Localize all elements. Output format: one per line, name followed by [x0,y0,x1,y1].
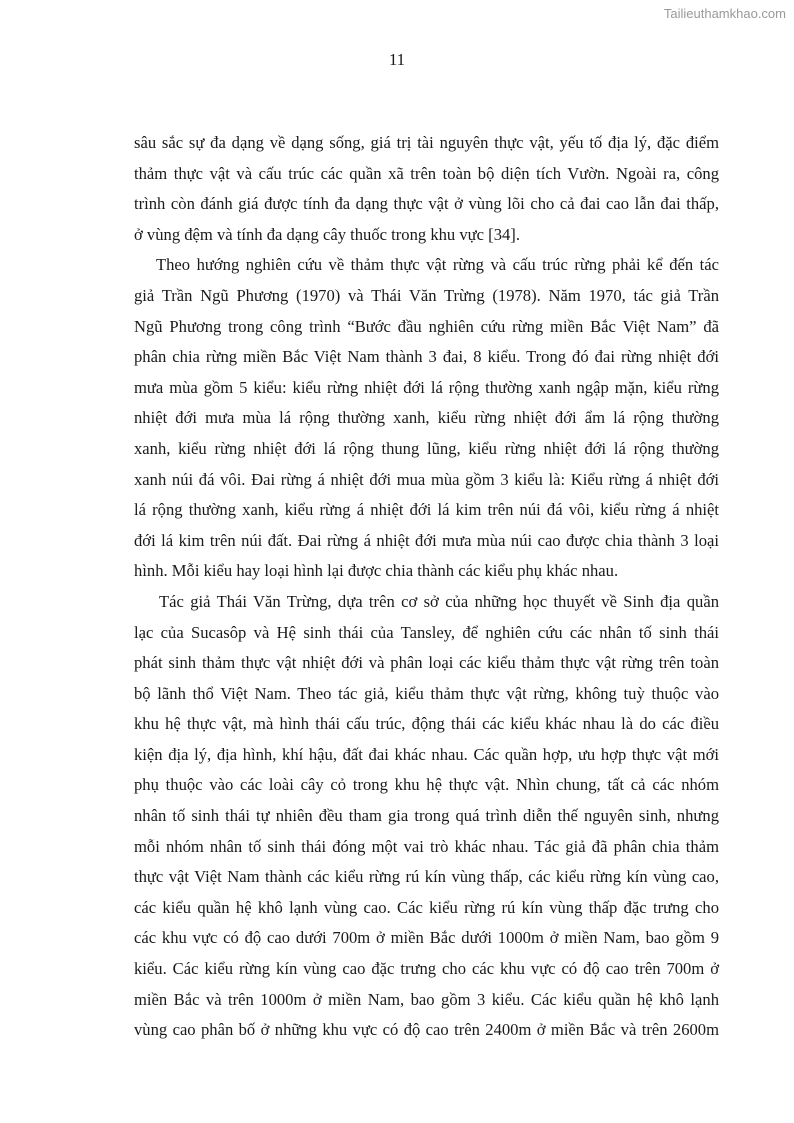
text-line: xanh núi đá vôi. Đai rừng á nhiệt đới mua mùa gồm 3 kiểu là: Kiểu rừng á nhiệt đới [134,469,719,489]
text-line: nhiệt đới mưa mùa lá rộng thường xanh, kiểu rừng nhiệt đới ẩm lá rộng thường [134,408,719,428]
text-line: khu hệ thực vật, mà hình thái cấu trúc, động thái các kiểu khác nhau là do các điều [134,714,719,734]
text-line: trình còn đánh giá được tính đa dạng thực vật ở vùng lõi cho cả đai cao lẫn đai thấp, [134,194,719,214]
text-line: thực vật Việt Nam thành các kiểu rừng rú kín vùng thấp, các kiểu rừng kín vùng cao, [134,867,719,887]
text-line: lá rộng thường xanh, kiểu rừng á nhiệt đới lá kim trên núi đá vôi, kiểu rừng á nhiệt [134,500,719,520]
text-line: Ngũ Phương trong công trình “Bước đầu nghiên cứu rừng miền Bắc Việt Nam” đã [134,316,719,336]
text-line: thảm thực vật và cấu trúc các quần xã trên toàn bộ diện tích Vườn. Ngoài ra, công [134,163,719,183]
page-number: 11 [388,50,406,69]
text-line: các khu vực có độ cao dưới 700m ở miền Bắc dưới 1000m ở miền Nam, bao gồm 9 [134,928,719,948]
text-line: mỗi nhóm nhân tố sinh thái đóng một vai trò khác nhau. Tác giả đã phân chia thảm [134,836,719,856]
text-line: kiểu. Các kiểu rừng kín vùng cao đặc trưng cho các khu vực có độ cao trên 700m ở [134,959,719,979]
text-line: hình. Mỗi kiểu hay loại hình lại được chia thành các kiểu phụ khác nhau. [134,561,619,581]
body-text [134,128,719,1046]
text-line: sâu sắc sự đa dạng về dạng sống, giá trị tài nguyên thực vật, yếu tố địa lý, đặc điểm [134,133,719,152]
text-line: ở vùng đệm và tính đa dạng cây thuốc trong khu vực [34]. [134,224,520,244]
text-line: lạc của Sucasôp và Hệ sinh thái của Tansley, để nghiên cứu các nhân tố sinh thái [134,622,719,642]
text-line: phát sinh thảm thực vật nhiệt đới và phân loại các kiểu thảm thực vật rừng trên toàn [134,653,719,673]
text-line: nhân tố sinh thái tự nhiên đều tham gia trong quá trình diễn thế nguyên sinh, nhưng [134,806,719,826]
text-line: xanh, kiểu rừng nhiệt đới lá rộng thung lũng, kiểu rừng nhiệt đới lá rộng thường [134,438,719,458]
text-line: kiện địa lý, địa hình, khí hậu, đất đai khác nhau. Các quần hợp, ưu hợp thực vật mới [134,744,719,764]
watermark: Tailieuthamkhao.com [663,6,786,21]
text-line: giả Trần Ngũ Phương (1970) và Thái Văn Trừng (1978). Năm 1970, tác giả Trần [134,285,719,305]
text-line: Tác giả Thái Văn Trừng, dựa trên cơ sở của những học thuyết về Sinh địa quần [159,591,719,611]
text-line: đới lá kim trên núi đất. Đai rừng á nhiệt đới mưa mùa núi cao được chia thành 3 loại [134,530,719,550]
text-line: các kiểu quần hệ khô lạnh vùng cao. Các kiểu rừng rú kín vùng thấp đặc trưng cho [134,897,719,917]
text-line: Theo hướng nghiên cứu về thảm thực vật rừng và cấu trúc rừng phải kể đến tác [156,255,719,275]
text-line: phân chia rừng miền Bắc Việt Nam thành 3 đai, 8 kiểu. Trong đó đai rừng nhiệt đới [134,347,719,367]
text-line: bộ lãnh thổ Việt Nam. Theo tác giả, kiểu thảm thực vật rừng, không tuỳ thuộc vào [134,683,719,703]
text-line: phụ thuộc vào các loài cây cỏ trong khu hệ thực vật. Nhìn chung, tất cả các nhóm [134,775,719,795]
text-line: miền Bắc và trên 1000m ở miền Nam, bao gồm 3 kiểu. Các kiểu quần hệ khô lạnh [134,989,719,1009]
text-line: mưa mùa gồm 5 kiểu: kiểu rừng nhiệt đới lá rộng thường xanh ngập mặn, kiểu rừng [134,377,719,397]
text-line: vùng cao phân bố ở những khu vực có độ cao trên 2400m ở miền Bắc và trên 2600m [134,1020,719,1040]
